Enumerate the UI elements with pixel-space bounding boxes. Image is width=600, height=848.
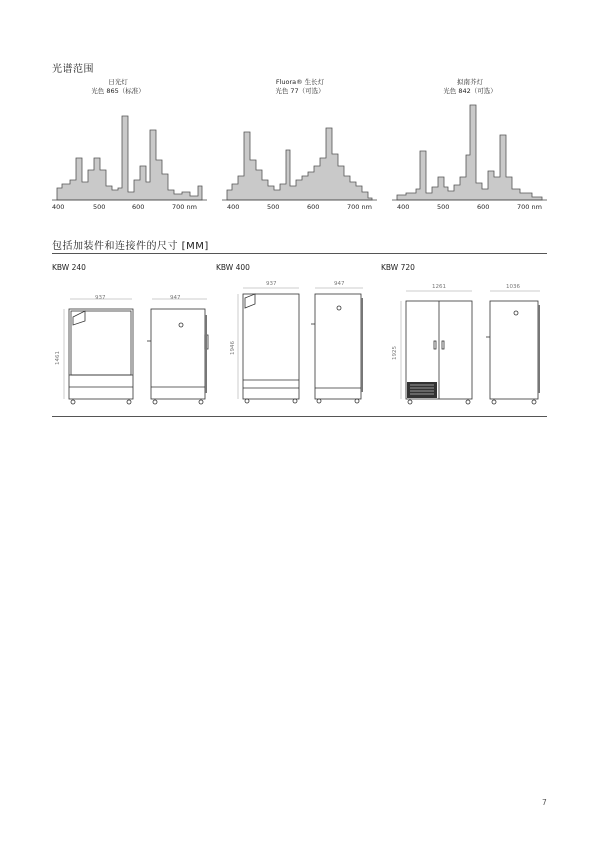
dim-width-kbw400: 937 bbox=[266, 281, 277, 287]
spectrum-chart-fluora bbox=[222, 110, 377, 200]
tick-400: 400 bbox=[227, 203, 240, 211]
dim-depth-kbw240: 947 bbox=[170, 295, 181, 301]
tick-700: 700 nm bbox=[517, 203, 542, 211]
drawing-kbw240 bbox=[55, 295, 215, 410]
dim-height-kbw240: 1461 bbox=[55, 351, 61, 365]
dim-height-kbw720: 1925 bbox=[392, 346, 398, 360]
dim-width-kbw720: 1261 bbox=[432, 284, 446, 290]
dim-height-kbw400: 1946 bbox=[230, 341, 236, 355]
tick-500: 500 bbox=[267, 203, 280, 211]
lamp-name: Fluora® 生长灯 bbox=[275, 78, 325, 86]
model-kbw720: KBW 720 bbox=[381, 263, 415, 272]
tick-600: 600 bbox=[132, 203, 145, 211]
lamp-spec: 光色 865（标准） bbox=[91, 87, 145, 95]
tick-600: 600 bbox=[307, 203, 320, 211]
drawing-kbw720 bbox=[398, 283, 548, 410]
tick-500: 500 bbox=[437, 203, 450, 211]
tick-400: 400 bbox=[397, 203, 410, 211]
lamp-title-daylight bbox=[68, 78, 168, 96]
tick-400: 400 bbox=[52, 203, 65, 211]
dim-width-kbw240: 937 bbox=[95, 295, 106, 301]
spectrum-chart-arabidopsis bbox=[392, 105, 547, 200]
lamp-name: 拟南芥灯 bbox=[457, 78, 483, 86]
spectrum-area bbox=[57, 116, 202, 200]
model-kbw400: KBW 400 bbox=[216, 263, 250, 272]
bottom-divider bbox=[52, 416, 547, 417]
tick-700: 700 nm bbox=[172, 203, 197, 211]
dimension-heading: 包括加装件和连接件的尺寸 [MM] bbox=[52, 241, 209, 252]
section-divider bbox=[52, 253, 547, 254]
spectrum-heading: 光谱范围 bbox=[52, 64, 94, 75]
drawing-kbw400 bbox=[233, 280, 373, 410]
spectrum-chart-daylight bbox=[52, 110, 207, 200]
lamp-name: 日光灯 bbox=[108, 78, 128, 86]
lamp-spec: 光色 77（可选） bbox=[275, 87, 325, 95]
dim-depth-kbw720: 1036 bbox=[506, 284, 520, 290]
tick-700: 700 nm bbox=[347, 203, 372, 211]
page-number: 7 bbox=[542, 798, 547, 807]
lamp-title-fluora bbox=[240, 78, 360, 96]
model-kbw240: KBW 240 bbox=[52, 263, 86, 272]
lamp-title-arabidopsis bbox=[410, 78, 530, 96]
spectrum-area bbox=[227, 128, 372, 200]
tick-500: 500 bbox=[93, 203, 106, 211]
dim-depth-kbw400: 947 bbox=[334, 281, 345, 287]
spectrum-area bbox=[397, 105, 542, 200]
tick-600: 600 bbox=[477, 203, 490, 211]
lamp-spec: 光色 842（可选） bbox=[443, 87, 497, 95]
